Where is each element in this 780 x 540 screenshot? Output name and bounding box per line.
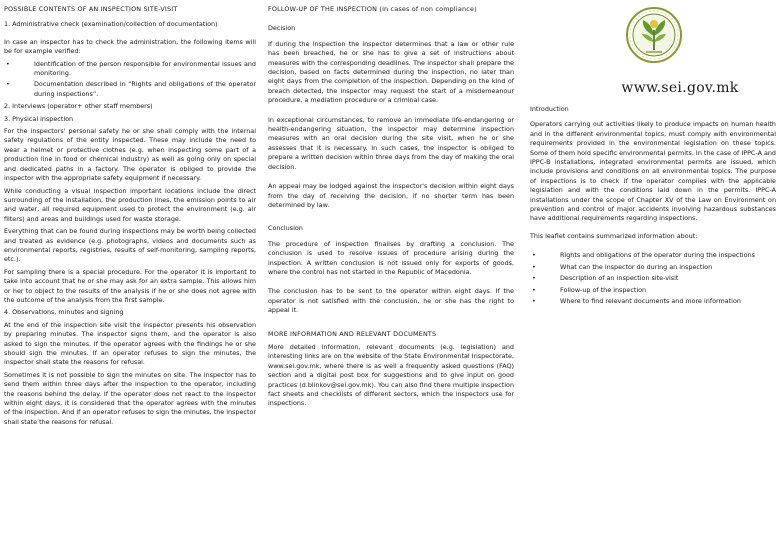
subsection-title: 1. Administrative check (examination/collection of documentation) [4, 20, 218, 29]
paragraph: At the end of the inspection site visit the inspector presents his observation by preparing minutes. The inspector signs them, and the operator is also asked to sign the minutes. If the operator agrees with the findings he or she should sign the minutes. If an operator refuses to sign the minutes, the inspector shall state the reasons for refusal. [4, 320, 256, 367]
subsection-title: MORE INFORMATION AND RELEVANT DOCUMENTS [268, 329, 437, 338]
bullet-list [4, 60, 256, 100]
paragraph: An appeal may be lodged against the inspector's decision within eight days from the day of receiving the decision, if no shorter term has been determined by law. [268, 182, 514, 209]
list-item: • What can the inspector do during an inspection [532, 262, 713, 271]
paragraph: If during the inspection the inspector determines that a law or other rule has been breached, he or she has to give a set of instructions about measures with the corresponding deadlines. The inspector shall prepare the decision, based on facts determined during the inspection, no later than eight days from the completion of the inspection. Depending on the kind of breach detected, the inspector may request the start of a misdemeanour procedure, a mediation procedure or a criminal case. [268, 39, 514, 105]
left-column [4, 0, 256, 430]
paragraph: Sometimes it is not possible to sign the minutes on site. The inspector has to send them within three days after the inspection to the operator, including the reasons behind the delay. If the operator does not react to the inspector within eight days, it is considered that the operator agrees with the minutes of the inspection. And if an operator refuses to sign the minutes, the inspector shall state the reasons for refusal. [4, 370, 256, 426]
paragraph: In exceptional circumstances, to remove an immediate life-endangering or health-endangering situation, the inspector may determine inspection measures with an oral decision during the site visit, when he or she assesses that it is necessary. In such cases, the inspector is obliged to prepare a written decision within three days from the day of making the oral decision. [268, 115, 514, 171]
list-item: • Where to find relevant documents and more information [532, 296, 741, 305]
list-item: • Description of an inspection site-visit [532, 274, 679, 283]
paragraph: This leaflet contains summarized information about: [530, 231, 698, 240]
bullet-icon: • [532, 274, 536, 283]
subsection-title: Introduction [530, 105, 569, 113]
bullet-icon: • [532, 251, 536, 260]
bullet-icon: • [6, 80, 10, 89]
sei-emblem-icon [624, 6, 684, 64]
paragraph: Operators carrying out activities likely to produce impacts on human health and in the different environmental topics, must comply with environmental requirements provided in the environmental legislation on these topics. Some of them hold specific environmental permits. In the case of IPPC-A and IPPC-B installations, integrated environmental permits are issued, which include provisions and conditions on all environmental topics. The purpose of inspections is to check if the operator complies with the applicable legislation and with the conditions laid down in the permits. IPPC-A installations under the scope of Chapter XV of the Law on Environment on prevention and control of major accidents involving hazardous substances have additional requirements regarding inspections. [530, 120, 776, 223]
subsection-title: Decision [268, 24, 296, 33]
right-column [530, 105, 776, 309]
list-item: • Rights and obligations of the operator during the inspections [532, 251, 755, 260]
paragraph: For sampling there is a special procedure. For the operator it is important to take into account that he or she may ask for an extra sample. This allows him or her to object to the results of the analysis if he or she does not agree with the outcome of the analysis from the first sample. [4, 267, 256, 304]
paragraph: The conclusion has to be sent to the operator within eight days. If the operator is not satisfied with the conclusion, he or she has the right to appeal it. [268, 287, 514, 315]
paragraph: For the inspectors' personal safety he or she shall comply with the internal safety regulations of the entity inspected. These may include the need to wear a helmet or protective clothes (e.g. when inspecting some part of a production line in food or chemical industry) as well as going only on special and dedicated paths in a factory. The operator is obliged to provide the inspector with the appropriate safety equipment if necessary. [4, 127, 256, 183]
paragraph: While conducting a visual inspection important locations include the direct surrounding of the installation, the production lines, the emission points to air and water, all required equipment used to protect the environment (e.g. air filters) and areas and buildings used for waste storage. [4, 186, 256, 223]
subsection-title: 2. Interviews (operator+ other staff members) [4, 102, 153, 111]
subsection-title: 3. Physical inspection [4, 114, 74, 123]
list-item: • Documentation described in “Rights and obligations of the operator during inspections”. [6, 80, 256, 98]
section-heading: FOLLOW-UP OF THE INSPECTION (in cases of non compliance) [268, 5, 477, 13]
bullet-icon: • [6, 59, 10, 68]
paragraph: The procedure of inspection finalises by drafting a conclusion. The conclusion is used to resolve issues of procedure arising during the inspection. A written conclusion is not issued only for exports of goods, where the control has not started in the Republic of Macedonia. [268, 239, 514, 276]
bullet-icon: • [532, 285, 536, 294]
list-item: • Identification of the person responsible for environmental issues and monitoring. [6, 59, 256, 78]
subsection-title: 4. Observations, minutes and signing [4, 308, 124, 317]
paragraph: In case an inspector has to check the administration, the following items will be for example verified: [4, 37, 256, 56]
bullet-icon: • [532, 296, 536, 305]
list-item: • Follow-up of the inspection [532, 285, 647, 294]
website-url: www.sei.gov.mk [621, 80, 739, 96]
section-heading: POSSIBLE CONTENTS OF AN INSPECTION SITE-VISIT [4, 5, 178, 13]
paragraph: More detailed information, relevant documents (e.g. legislation) and interesting links are on the website of the State Environmental Inspectorate, www.sei.gov.mk, where there is as well a frequently asked questions (FAQ) section and a digital post box for suggestions and to give input on good practices (d.blinkov@sei.gov.mk). You can also find there multiple inspection fact sheets and checklists of different sectors, which the inspectors use for inspections. [268, 342, 514, 408]
middle-column [268, 0, 514, 412]
subsection-title: Conclusion [268, 224, 303, 233]
paragraph: Everything that can be found during inspections may be worth being collected and treated as evidence (e.g. photographs, videos and documents such as environmental reports, registries, results of self-monitoring, sampling reports, etc.). [4, 227, 256, 264]
bullet-icon: • [532, 262, 536, 271]
bullet-list [530, 251, 776, 306]
